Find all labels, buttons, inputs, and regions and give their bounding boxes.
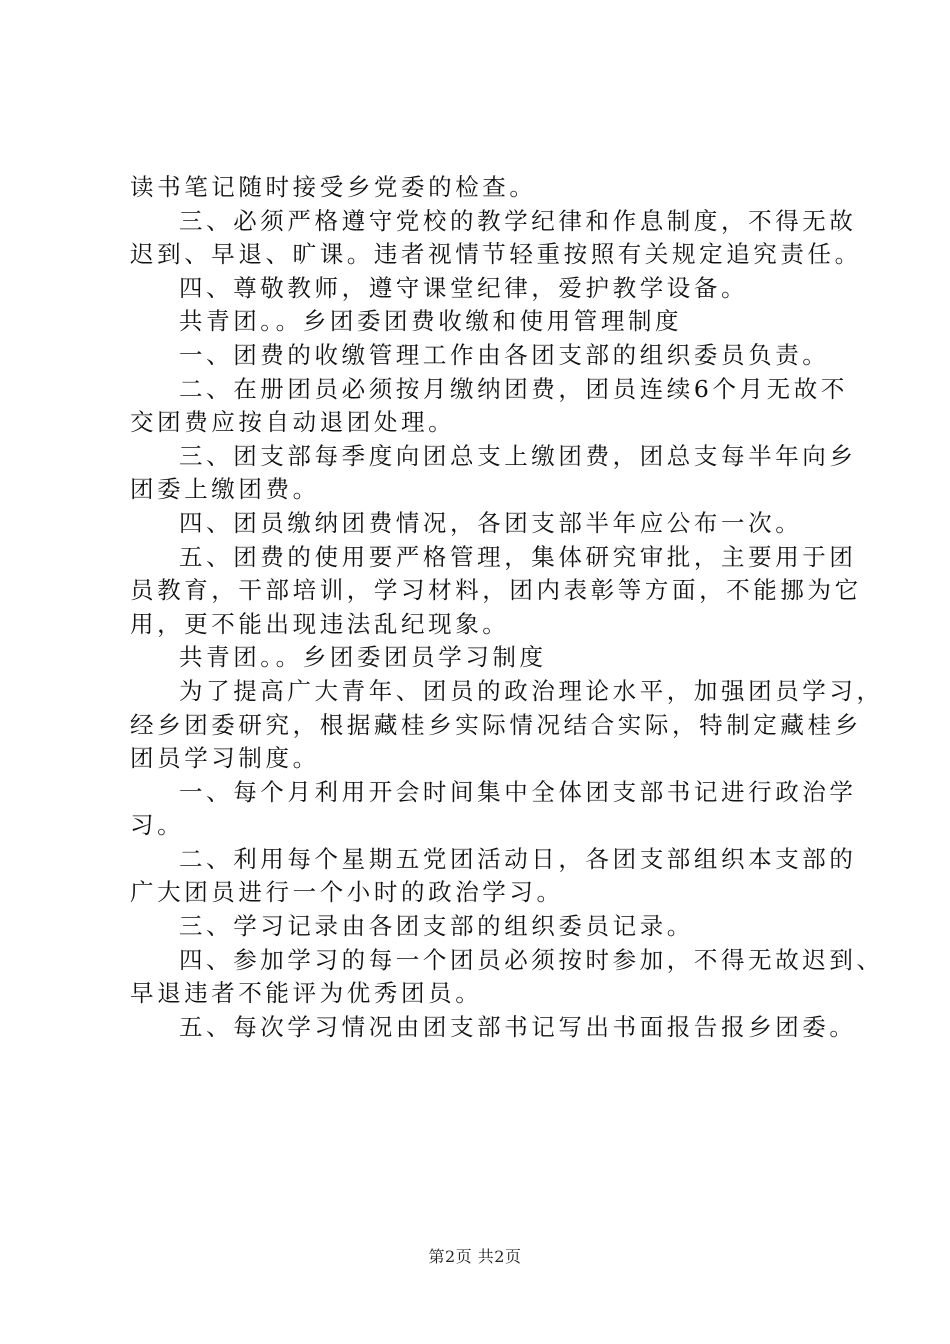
text-line: 习。	[130, 811, 185, 840]
text-line: 五、每次学习情况由团支部书记写出书面报告报乡团委。	[179, 1012, 857, 1041]
text-line: 交团费应按自动退团处理。	[130, 408, 456, 437]
text-line: 团委上缴团费。	[130, 475, 320, 504]
text-line: 三、学习记录由各团支部的组织委员记录。	[179, 912, 694, 941]
document-body	[130, 171, 884, 1044]
text-line: 二、在册团员必须按月缴纳团费，团员连续6个月无故不	[179, 374, 848, 403]
text-line: 四、团员缴纳团费情况，各团支部半年应公布一次。	[179, 508, 803, 537]
text-line: 迟到、早退、旷课。违者视情节轻重按照有关规定追究责任。	[130, 240, 862, 269]
text-line: 三、团支部每季度向团总支上缴团费，团总支每半年向乡	[179, 441, 857, 470]
text-line: 三、必须严格遵守党校的教学纪律和作息制度，不得无故	[179, 206, 857, 235]
section-heading: 共青团。。乡团委团费收缴和使用管理制度	[179, 307, 683, 336]
text-line: 早退违者不能评为优秀团员。	[130, 979, 483, 1008]
text-line: 经乡团委研究，根据藏桂乡实际情况结合实际，特制定藏桂乡	[130, 710, 862, 739]
text-line: 团员学习制度。	[130, 744, 320, 773]
text-line: 读书笔记随时接受乡党委的检查。	[130, 173, 537, 201]
text-line: 一、每个月利用开会时间集中全体团支部书记进行政治学	[179, 777, 857, 806]
text-line: 二、利用每个星期五党团活动日，各团支部组织本支部的	[179, 844, 857, 873]
text-line: 五、团费的使用要严格管理，集体研究审批，主要用于团	[179, 542, 857, 571]
text-line: 用，更不能出现违法乱纪现象。	[130, 609, 510, 638]
text-line: 员教育，干部培训，学习材料，团内表彰等方面，不能挪为它	[130, 576, 862, 605]
text-line: 四、尊敬教师，遵守课堂纪律，爱护教学设备。	[179, 273, 749, 302]
page-number-footer: 第2页 共2页	[428, 1247, 522, 1266]
text-line: 四、参加学习的每一个团员必须按时参加，不得无故迟到、	[179, 945, 884, 974]
text-line: 一、团费的收缴管理工作由各团支部的组织委员负责。	[179, 340, 830, 369]
text-line: 广大团员进行一个小时的政治学习。	[130, 878, 564, 907]
section-heading: 共青团。。乡团委团员学习制度	[179, 643, 547, 672]
text-line: 为了提高广大青年、团员的政治理论水平，加强团员学习，	[179, 676, 884, 705]
